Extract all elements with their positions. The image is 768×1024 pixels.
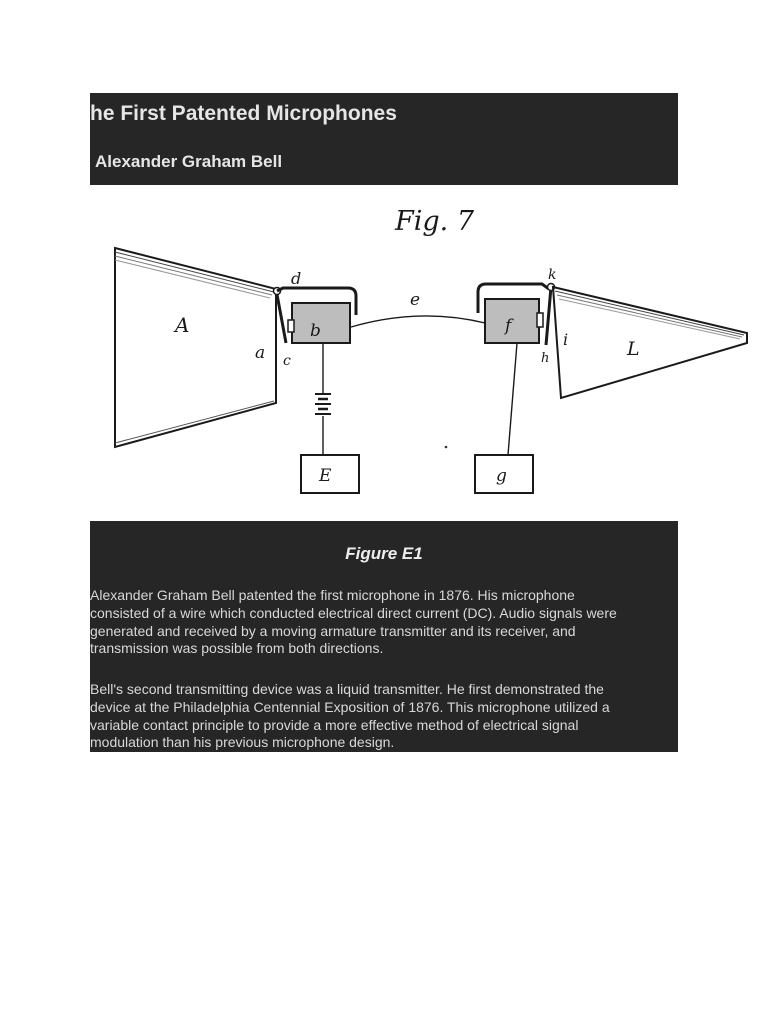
label-horn-left: A [175, 313, 190, 337]
label-box-right: g [496, 466, 507, 486]
header-panel [90, 93, 678, 185]
label-box-left: E [319, 466, 332, 486]
caption-panel [90, 521, 678, 752]
right-coil [485, 299, 539, 343]
label-h: h [541, 351, 550, 366]
figure-caption: Figure E1 [345, 544, 423, 563]
left-coil [292, 303, 350, 343]
page-subtitle: Alexander Graham Bell [95, 152, 283, 171]
figure-heading: Fig. 7 [395, 206, 474, 237]
speck [445, 446, 448, 449]
right-core [537, 313, 543, 327]
left-core [288, 320, 294, 332]
body-paragraph-1: Alexander Graham Bell patented the first microphone in 1876. His microphone consisted of a wire which conducted electrical direct current (DC). Audio signals were generated and received by a moving armature transmitter and its receiver, and transmission was possible from both directions. [90, 587, 617, 657]
body-paragraph-2: Bell's second transmitting device was a liquid transmitter. He first demonstrated the device at the Philadelphia Centennial Exposition of 1876. This microphone utilized a variable contact principle to provide a more effective method of electrical signal modulation than his previous microphone design. [90, 681, 610, 751]
right-wire [508, 343, 517, 455]
battery [315, 394, 331, 414]
label-c: c [283, 353, 291, 369]
patent-figure [90, 195, 760, 505]
page-title: he First Patented Microphones [90, 102, 397, 125]
label-a: a [255, 343, 266, 363]
left-horn [115, 248, 276, 447]
connecting-wire [351, 316, 485, 327]
left-diaphragm [276, 289, 286, 343]
label-i: i [563, 330, 569, 349]
label-k: k [548, 267, 557, 283]
right-diaphragm [546, 287, 551, 345]
right-horn [553, 287, 747, 398]
label-e: e [410, 290, 421, 310]
label-d: d [291, 269, 302, 288]
label-f: f [505, 316, 512, 336]
label-horn-right: L [627, 338, 640, 360]
label-b: b [310, 321, 321, 341]
patent-drawing [90, 195, 760, 505]
